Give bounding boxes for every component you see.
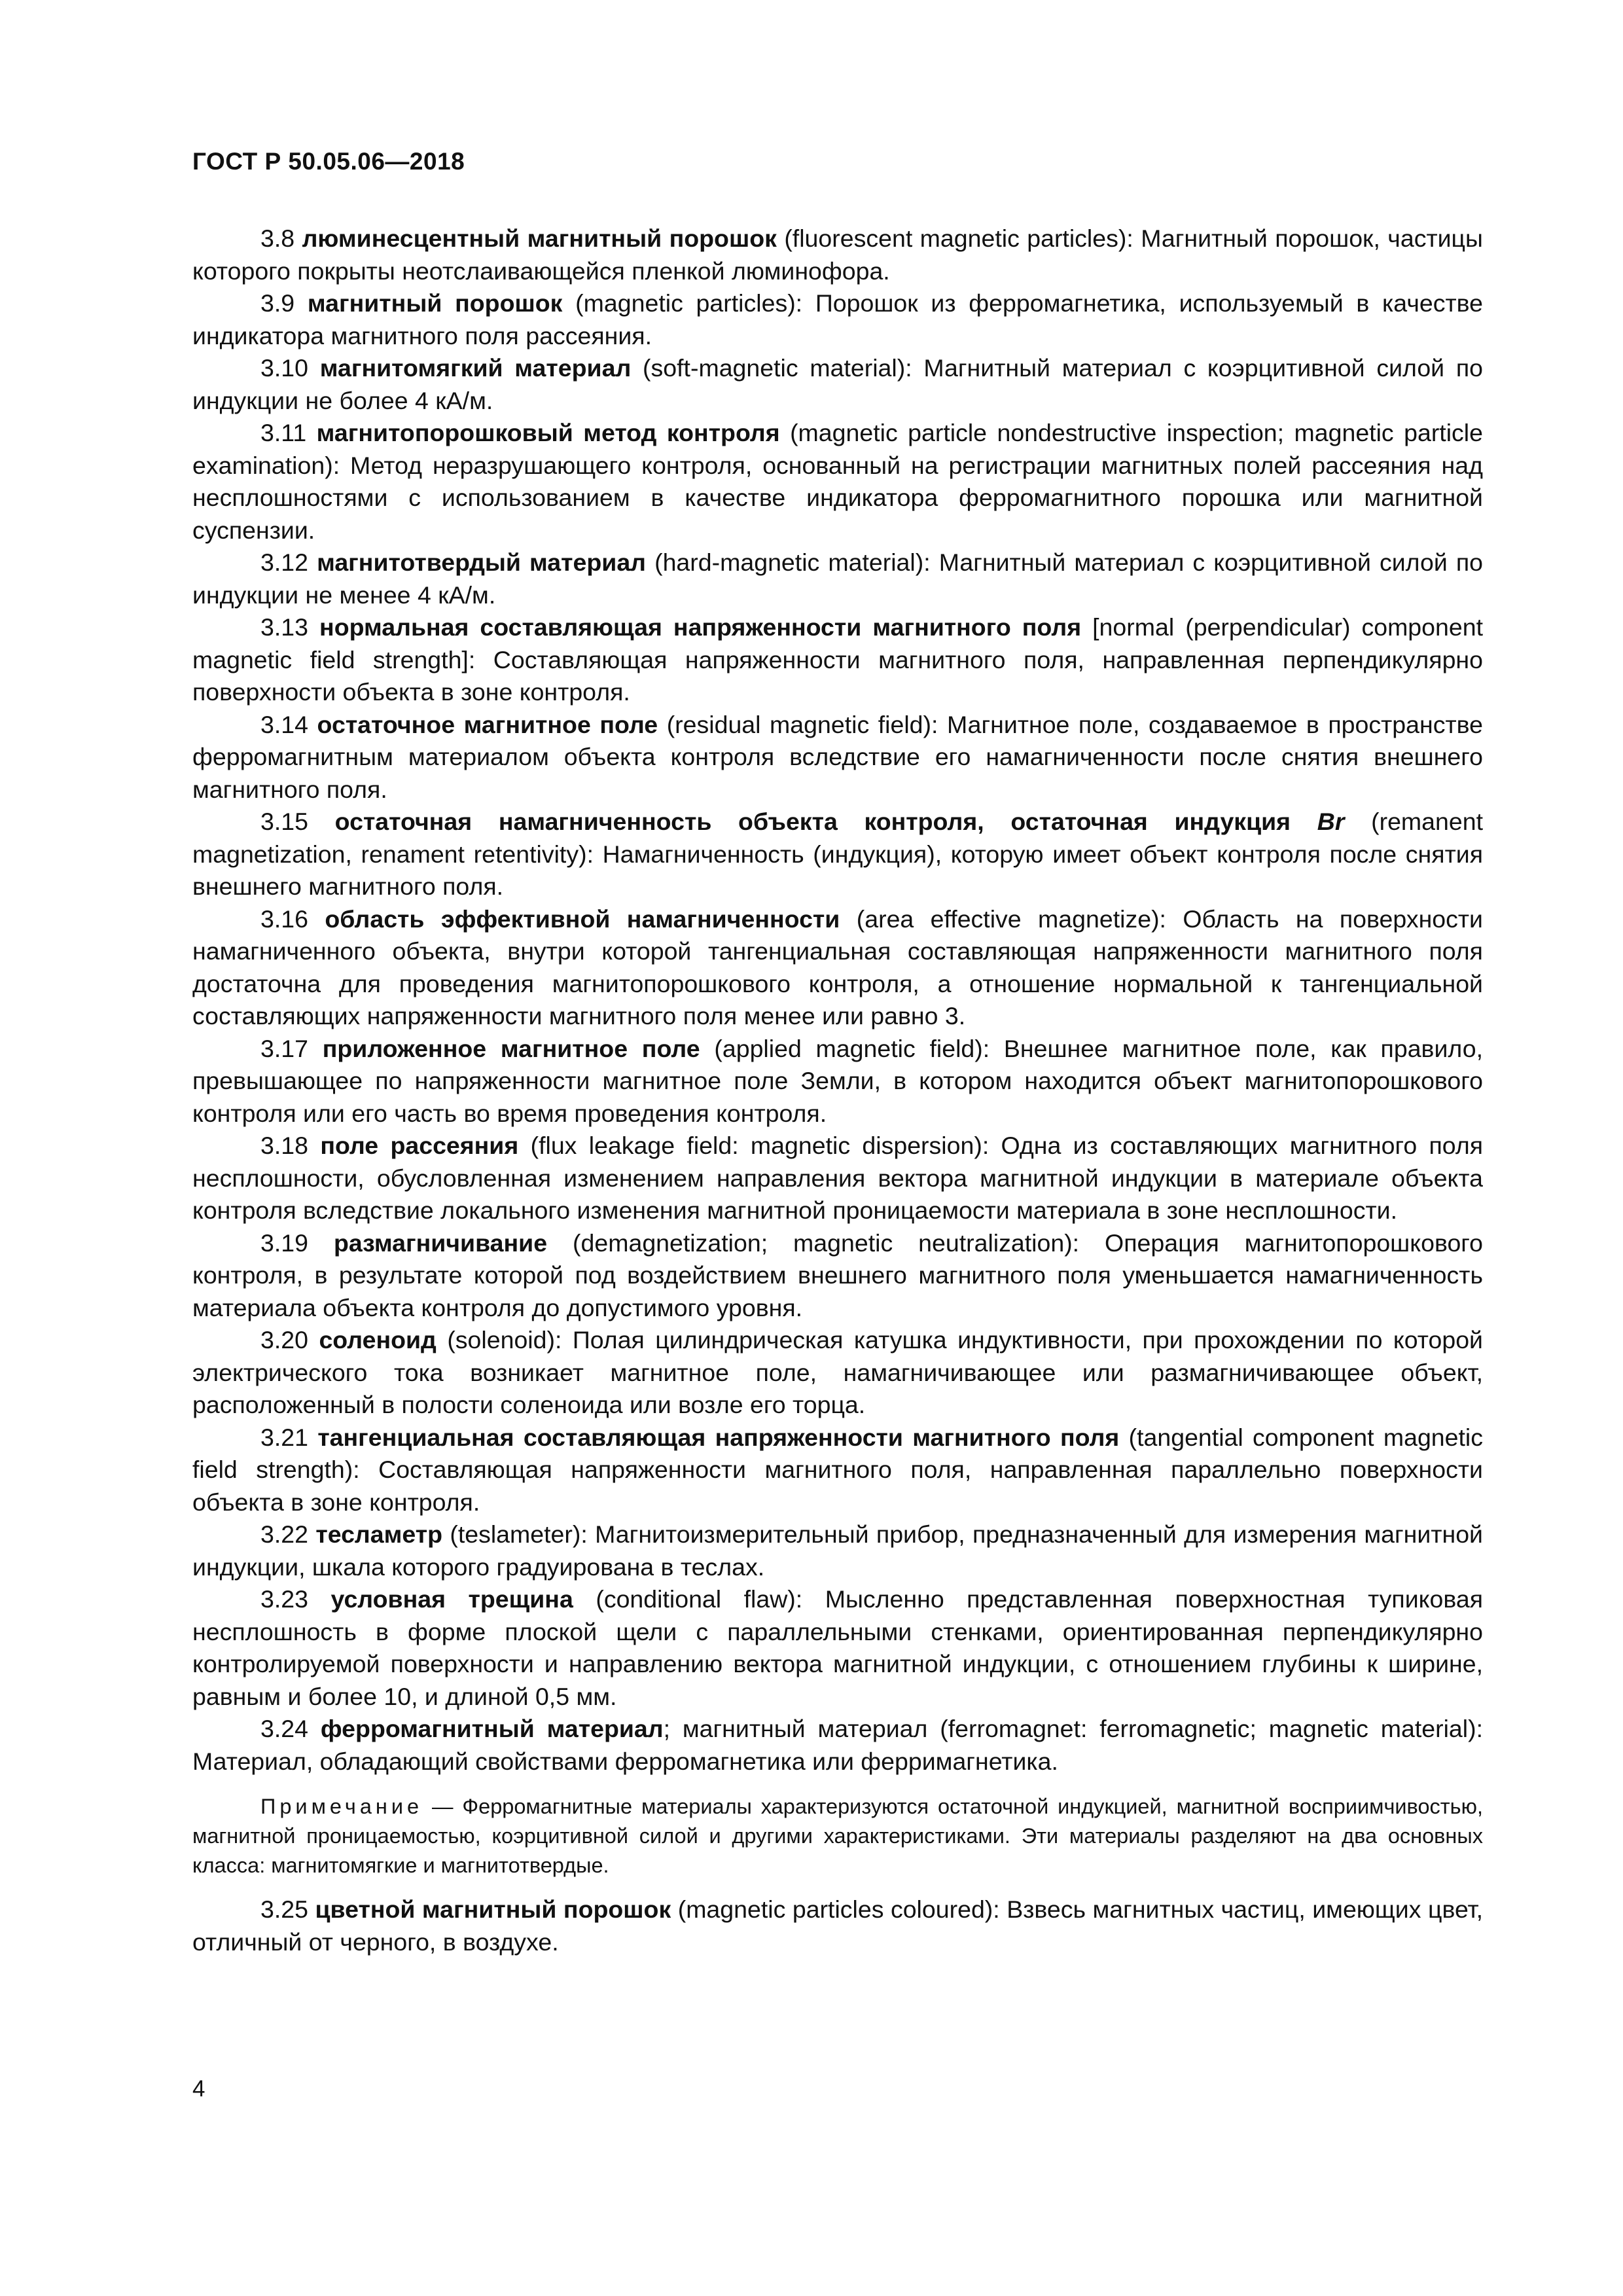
term-entry-3-21 (192, 1422, 1483, 1519)
entry-term: ферромагнитный материал (320, 1715, 664, 1742)
entry-definition: (magnetic particle nondestructive inspection; magnetic particle examination): Метод неразрушающего контроля, основанный на регистрации магнитных полей рассеяния над несплошностями с использованием в качестве индикатора ферромагнитного порошка или магнитной суспензии. (192, 419, 1483, 544)
entry-term: область эффективной намагниченности (325, 905, 840, 933)
term-entry-3-17 (192, 1033, 1483, 1130)
term-entry-3-25 (192, 1893, 1483, 1958)
term-entry-3-22 (192, 1518, 1483, 1583)
entry-number: 3.17 (260, 1034, 308, 1062)
entry-term: тесламетр (315, 1520, 442, 1548)
page-number: 4 (192, 2076, 205, 2102)
entry-number: 3.18 (260, 1132, 308, 1159)
entry-number: 3.21 (260, 1423, 308, 1451)
term-entry-3-12 (192, 547, 1483, 611)
entry-definition: (solenoid): Полая цилиндрическая катушка индуктивности, при прохождении по которой электрического тока возникает магнитное поле, намагничивающее или размагничивающее объект, расположенный в полости соленоида или возле его торца. (192, 1326, 1484, 1418)
entry-number: 3.20 (260, 1326, 308, 1354)
term-entry-3-11 (192, 417, 1483, 547)
entry-term: размагничивание (333, 1229, 548, 1257)
entry-definition: (fluorescent magnetic particles): Магнитный порошок, частицы которого покрыты неотслаивающейся пленкой люминофора. (192, 224, 1483, 285)
entry-term: условная трещина (330, 1585, 573, 1613)
entry-number: 3.8 (260, 224, 295, 252)
entry-definition: ; магнитный материал (ferromagnet: ferromagnetic; magnetic material): Материал, обладающий свойствами ферромагнетика или ферримагнетика. (192, 1715, 1484, 1775)
term-entry-3-13 (192, 611, 1483, 709)
entry-term: соленоид (319, 1326, 437, 1354)
entry-number: 3.19 (260, 1229, 308, 1257)
entry-definition: (conditional flaw): Мысленно представленная поверхностная тупиковая несплошность в форме плоской щели с параллельными стенками, ориентированная перпендикулярно контролируемой поверхности и направлению вектора магнитной индукции, с отношением глубины к ширине, равным и более 10, и длиной 0,5 мм. (192, 1585, 1484, 1710)
entry-term: поле рассеяния (320, 1132, 519, 1159)
entry-number: 3.15 (260, 808, 308, 835)
note-text: — Ферромагнитные материалы характеризуются остаточной индукцией, магнитной восприимчивостью, магнитной проницаемостью, коэрцитивной силой и другими характеристиками. Эти материалы разделяют на два основных класса: магнитомягкие и магнитотвердые. (192, 1795, 1484, 1877)
entry-number: 3.10 (260, 354, 308, 382)
term-entry-3-9 (192, 287, 1483, 352)
entry-term: остаточная намагниченность объекта контроля, остаточная индукция (334, 808, 1291, 835)
entry-term: приложенное магнитное поле (322, 1034, 700, 1062)
term-entry-3-15 (192, 806, 1483, 903)
entry-number: 3.25 (260, 1895, 308, 1923)
entry-number: 3.9 (260, 289, 295, 317)
document-header: ГОСТ Р 50.05.06—2018 (192, 148, 465, 175)
term-entry-3-20 (192, 1324, 1483, 1422)
term-entry-3-18 (192, 1130, 1483, 1227)
term-entry-3-16 (192, 903, 1483, 1033)
entry-definition: (area effective magnetize): Область на поверхности намагниченного объекта, внутри которой тангенциальная составляющая напряженности магнитного поля достаточна для проведения магнитопорошкового контроля, а отношение нормальной к тангенциальной составляющих напряженности магнитного поля менее или равно 3. (192, 905, 1484, 1030)
entry-definition: (flux leakage field: magnetic dispersion): Одна из составляющих магнитного поля несплошности, обусловленная изменением направления вектора магнитной индукции в материале объекта контроля вследствие локального изменения магнитной проницаемости материала в зоне несплошности. (192, 1132, 1484, 1224)
term-entry-3-10 (192, 352, 1483, 417)
entry-definition: (magnetic particles): Порошок из ферромагнетика, используемый в качестве индикатора магнитного поля рассеяния. (192, 289, 1483, 350)
entry-term: магнитопорошковый метод контроля (316, 419, 780, 446)
term-entry-3-14 (192, 709, 1483, 806)
note-label: Примечание (260, 1795, 423, 1818)
note-paragraph (192, 1792, 1483, 1880)
entry-term: остаточное магнитное поле (317, 710, 658, 738)
entry-definition: (residual magnetic field): Магнитное поле, создаваемое в пространстве ферромагнитным материалом объекта контроля вследствие его намагниченности после снятия внешнего магнитного поля. (192, 710, 1484, 803)
entry-term: цветной магнитный порошок (315, 1895, 671, 1923)
entry-definition: (applied magnetic field): Внешнее магнитное поле, как правило, превышающее по напряженности магнитное поле Земли, в котором находится объект магнитопорошкового контроля или его часть во время проведения контроля. (192, 1034, 1483, 1127)
entry-definition: (soft-magnetic material): Магнитный материал с коэрцитивной силой по индукции не более 4 кА/м. (192, 354, 1484, 414)
entry-definition: (teslameter): Магнитоизмерительный прибор, предназначенный для измерения магнитной индукции, шкала которого градуирована в теслах. (192, 1520, 1484, 1581)
entry-term: магнитный порошок (307, 289, 563, 317)
entry-term: магнитотвердый материал (317, 548, 647, 576)
term-entry-3-23 (192, 1583, 1483, 1713)
entry-number: 3.13 (260, 613, 308, 641)
term-entry-3-19 (192, 1227, 1483, 1325)
term-entry-3-8 (192, 223, 1483, 287)
entry-definition: [normal (perpendicular) component magnetic field strength]: Составляющая напряженности магнитного поля, направленная перпендикулярно поверхности объекта в зоне контроля. (192, 613, 1484, 706)
entry-term: люминесцентный магнитный порошок (302, 224, 777, 252)
entry-number: 3.23 (260, 1585, 308, 1613)
entry-definition: (magnetic particles coloured): Взвесь магнитных частиц, имеющих цвет, отличный от черного, в воздухе. (192, 1895, 1483, 1956)
document-body (192, 223, 1483, 1958)
entry-term: магнитомягкий материал (319, 354, 632, 382)
entry-definition: (tangential component magnetic field strength): Составляющая напряженности магнитного поля, направленная параллельно поверхности объекта в зоне контроля. (192, 1423, 1484, 1516)
entry-definition: (demagnetization; magnetic neutralization): Операция магнитопорошкового контроля, в результате которой под воздействием внешнего магнитного поля уменьшается намагниченность материала объекта контроля до допустимого уровня. (192, 1229, 1484, 1321)
entry-number: 3.22 (260, 1520, 308, 1548)
entry-term: нормальная составляющая напряженности магнитного поля (319, 613, 1082, 641)
entry-number: 3.11 (260, 419, 307, 446)
entry-number: 3.12 (260, 548, 308, 576)
entry-number: 3.14 (260, 710, 308, 738)
entry-symbol: Br (1317, 808, 1345, 835)
entry-number: 3.24 (260, 1715, 308, 1742)
entry-number: 3.16 (260, 905, 308, 933)
entry-definition: (hard-magnetic material): Магнитный материал с коэрцитивной силой по индукции не менее 4 кА/м. (192, 548, 1484, 609)
entry-definition: (remanent magnetization, renament retentivity): Намагниченность (индукция), которую имеет объект контроля после снятия внешнего магнитного поля. (192, 808, 1484, 900)
term-entry-3-24 (192, 1713, 1483, 1778)
entry-term: тангенциальная составляющая напряженности магнитного поля (317, 1423, 1120, 1451)
